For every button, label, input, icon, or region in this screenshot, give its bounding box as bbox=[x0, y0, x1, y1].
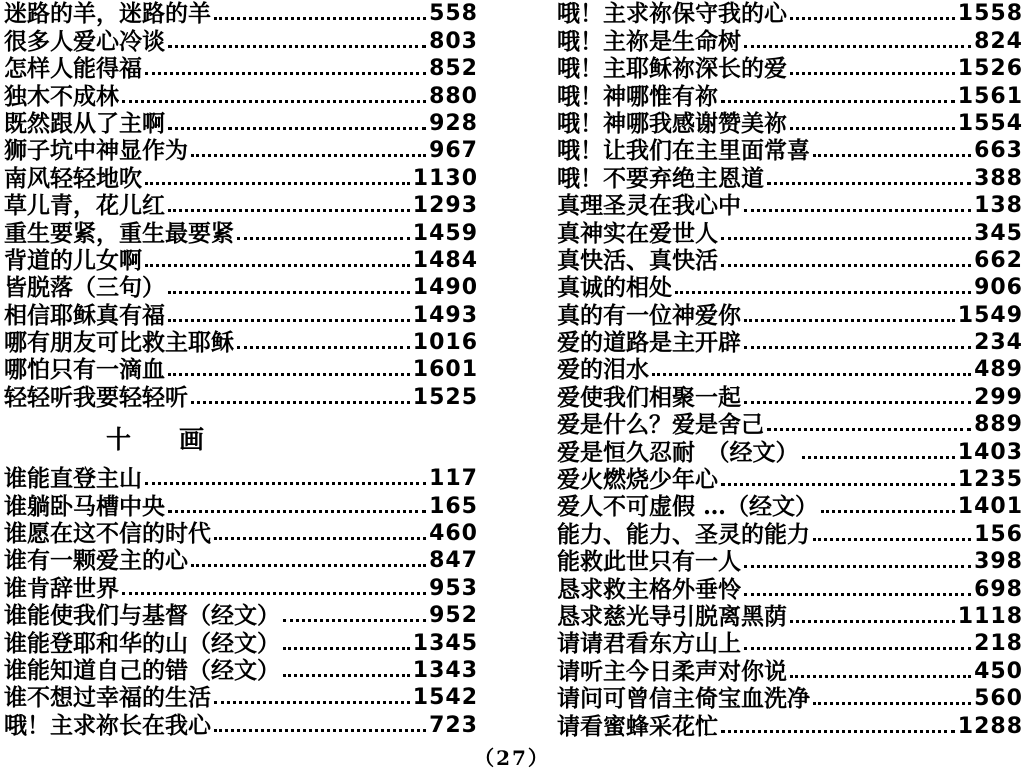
dot-leader bbox=[744, 345, 971, 349]
entry-page-number: 117 bbox=[429, 466, 478, 492]
entry-title: 谁有一颗爱主的心 bbox=[4, 547, 188, 575]
page-number-footer: （27） bbox=[474, 746, 550, 770]
entry-page-number: 156 bbox=[974, 521, 1023, 547]
left-group-1 bbox=[4, 0, 478, 411]
entry-title: 谁不想过幸福的生活 bbox=[4, 684, 211, 712]
index-entry bbox=[557, 575, 1023, 602]
index-entry bbox=[4, 383, 478, 410]
entry-title: 重生要紧，重生最要紧 bbox=[4, 219, 234, 247]
entry-title: 爱是什么？爱是舍己 bbox=[557, 411, 764, 439]
entry-page-number: 1293 bbox=[412, 193, 478, 219]
index-entry bbox=[4, 602, 478, 629]
index-entry bbox=[4, 192, 478, 219]
entry-title: 爱的道路是主开辟 bbox=[557, 329, 741, 357]
dot-leader bbox=[168, 372, 410, 376]
left-column bbox=[4, 0, 478, 739]
index-entry bbox=[557, 164, 1023, 191]
entry-title: 哦！神哪惟有祢 bbox=[557, 82, 718, 110]
dot-leader bbox=[744, 646, 971, 650]
index-entry bbox=[4, 574, 478, 601]
index-entry bbox=[4, 110, 478, 137]
index-entry bbox=[557, 301, 1023, 328]
dot-leader bbox=[283, 618, 426, 622]
entry-title: 爱使我们相聚一起 bbox=[557, 383, 741, 411]
index-entry bbox=[557, 685, 1023, 712]
dot-leader bbox=[675, 290, 971, 294]
entry-page-number: 1526 bbox=[957, 56, 1023, 82]
index-entry bbox=[4, 520, 478, 547]
dot-leader bbox=[237, 345, 410, 349]
index-entry bbox=[557, 438, 1023, 465]
entry-title: 轻轻听我要轻轻听 bbox=[4, 383, 188, 411]
right-column bbox=[557, 0, 1023, 740]
dot-leader bbox=[721, 482, 955, 486]
entry-title: 哦！不要弃绝主恩道 bbox=[557, 164, 764, 192]
entry-title: 谁能知道自己的错（经文） bbox=[4, 656, 280, 684]
entry-title: 草儿青，花儿红 bbox=[4, 192, 165, 220]
dot-leader bbox=[744, 208, 971, 212]
entry-page-number: 663 bbox=[974, 138, 1023, 164]
entry-page-number: 398 bbox=[974, 549, 1023, 575]
entry-page-number: 824 bbox=[974, 28, 1023, 54]
entry-title: 能救此世只有一人 bbox=[557, 548, 741, 576]
entry-page-number: 1493 bbox=[412, 302, 478, 328]
dot-leader bbox=[813, 153, 971, 157]
entry-title: 谁能使我们与基督（经文） bbox=[4, 602, 280, 630]
entry-page-number: 558 bbox=[429, 1, 478, 27]
entry-page-number: 906 bbox=[974, 275, 1023, 301]
dot-leader bbox=[283, 646, 410, 650]
index-entry bbox=[4, 274, 478, 301]
index-entry bbox=[4, 657, 478, 684]
entry-page-number: 1403 bbox=[957, 439, 1023, 465]
dot-leader bbox=[744, 592, 971, 596]
dot-leader bbox=[191, 400, 410, 404]
index-entry bbox=[4, 547, 478, 574]
entry-title: 哪有朋友可比救主耶稣 bbox=[4, 329, 234, 357]
entry-page-number: 1490 bbox=[412, 275, 478, 301]
entry-page-number: 1288 bbox=[957, 713, 1023, 739]
index-entry bbox=[557, 274, 1023, 301]
dot-leader bbox=[168, 509, 426, 513]
entry-title: 请请君看东方山上 bbox=[557, 630, 741, 658]
index-entry bbox=[557, 466, 1023, 493]
entry-page-number: 450 bbox=[974, 658, 1023, 684]
dot-leader bbox=[145, 481, 426, 485]
dot-leader bbox=[802, 455, 955, 459]
index-entry bbox=[557, 493, 1023, 520]
entry-page-number: 1343 bbox=[412, 657, 478, 683]
entry-page-number: 1601 bbox=[412, 357, 478, 383]
entry-page-number: 952 bbox=[429, 603, 478, 629]
entry-page-number: 1401 bbox=[957, 494, 1023, 520]
entry-page-number: 723 bbox=[429, 712, 478, 738]
dot-leader bbox=[790, 16, 955, 20]
entry-page-number: 165 bbox=[429, 493, 478, 519]
entry-title: 真的有一位神爱你 bbox=[557, 301, 741, 329]
entry-title: 哦！主求祢保守我的心 bbox=[557, 0, 787, 28]
index-entry bbox=[557, 219, 1023, 246]
entry-title: 爱火燃烧少年心 bbox=[557, 466, 718, 494]
dot-leader bbox=[214, 728, 426, 732]
entry-page-number: 1554 bbox=[957, 110, 1023, 136]
entry-page-number: 234 bbox=[974, 330, 1023, 356]
entry-title: 背道的儿女啊 bbox=[4, 246, 142, 274]
entry-page-number: 1130 bbox=[412, 165, 478, 191]
dot-leader bbox=[721, 263, 971, 267]
index-entry bbox=[4, 301, 478, 328]
index-entry bbox=[557, 411, 1023, 438]
entry-page-number: 1016 bbox=[412, 330, 478, 356]
entry-page-number: 928 bbox=[429, 110, 478, 136]
entry-title: 请问可曾信主倚宝血洗净 bbox=[557, 685, 810, 713]
entry-title: 请看蜜蜂采花忙 bbox=[557, 712, 718, 740]
entry-page-number: 218 bbox=[974, 631, 1023, 657]
entry-page-number: 953 bbox=[429, 575, 478, 601]
index-entry bbox=[557, 27, 1023, 54]
index-entry bbox=[4, 492, 478, 519]
index-entry bbox=[4, 55, 478, 82]
dot-leader bbox=[191, 563, 426, 567]
entry-title: 真快活、真快活 bbox=[557, 246, 718, 274]
entry-page-number: 880 bbox=[429, 83, 478, 109]
section-heading: 十画 bbox=[106, 424, 253, 454]
entry-title: 哦！让我们在主里面常喜 bbox=[557, 137, 810, 165]
entry-page-number: 138 bbox=[974, 193, 1023, 219]
entry-title: 哦！主求祢长在我心 bbox=[4, 711, 211, 739]
dot-leader bbox=[652, 372, 971, 376]
dot-leader bbox=[790, 71, 955, 75]
index-entry bbox=[557, 548, 1023, 575]
index-entry bbox=[557, 247, 1023, 274]
dot-leader bbox=[214, 16, 426, 20]
entry-page-number: 662 bbox=[974, 247, 1023, 273]
right-list bbox=[557, 0, 1023, 740]
entry-page-number: 560 bbox=[974, 686, 1023, 712]
entry-page-number: 1484 bbox=[412, 247, 478, 273]
dot-leader bbox=[145, 71, 426, 75]
entry-title: 哦！主耶稣祢深长的爱 bbox=[557, 55, 787, 83]
dot-leader bbox=[145, 181, 410, 185]
index-entry bbox=[557, 82, 1023, 109]
entry-page-number: 889 bbox=[974, 412, 1023, 438]
dot-leader bbox=[145, 263, 410, 267]
dot-leader bbox=[168, 44, 426, 48]
index-entry bbox=[4, 356, 478, 383]
entry-page-number: 1235 bbox=[957, 467, 1023, 493]
entry-title: 真理圣灵在我心中 bbox=[557, 192, 741, 220]
entry-page-number: 803 bbox=[429, 28, 478, 54]
dot-leader bbox=[790, 674, 971, 678]
index-entry bbox=[557, 603, 1023, 630]
index-entry bbox=[557, 329, 1023, 356]
entry-title: 爱的泪水 bbox=[557, 356, 649, 384]
dot-leader bbox=[790, 619, 955, 623]
entry-title: 怎样人能得福 bbox=[4, 55, 142, 83]
index-entry bbox=[4, 629, 478, 656]
index-entry bbox=[4, 465, 478, 492]
entry-title: 真神实在爱世人 bbox=[557, 219, 718, 247]
entry-page-number: 1459 bbox=[412, 220, 478, 246]
entry-title: 南风轻轻地吹 bbox=[4, 164, 142, 192]
entry-page-number: 1549 bbox=[957, 302, 1023, 328]
entry-page-number: 299 bbox=[974, 384, 1023, 410]
dot-leader bbox=[214, 700, 410, 704]
entry-page-number: 967 bbox=[429, 138, 478, 164]
entry-title: 谁能直登主山 bbox=[4, 465, 142, 493]
dot-leader bbox=[821, 509, 955, 513]
index-entry bbox=[557, 356, 1023, 383]
dot-leader bbox=[744, 400, 971, 404]
entry-title: 爱人不可虚假 …（经文） bbox=[557, 493, 819, 521]
index-entry bbox=[557, 630, 1023, 657]
entry-page-number: 460 bbox=[429, 521, 478, 547]
entry-title: 独木不成林 bbox=[4, 82, 119, 110]
entry-title: 谁愿在这不信的时代 bbox=[4, 520, 211, 548]
entry-page-number: 1345 bbox=[412, 630, 478, 656]
entry-page-number: 345 bbox=[974, 220, 1023, 246]
index-entry bbox=[557, 520, 1023, 547]
index-entry bbox=[4, 219, 478, 246]
entry-title: 恳求救主格外垂怜 bbox=[557, 575, 741, 603]
index-entry bbox=[4, 82, 478, 109]
entry-title: 谁肯辞世界 bbox=[4, 574, 119, 602]
entry-title: 恳求慈光导引脱离黑荫 bbox=[557, 602, 787, 630]
entry-page-number: 852 bbox=[429, 56, 478, 82]
entry-title: 狮子坑中神显作为 bbox=[4, 137, 188, 165]
dot-leader bbox=[744, 318, 955, 322]
dot-leader bbox=[237, 236, 410, 240]
index-entry bbox=[4, 329, 478, 356]
index-entry bbox=[557, 657, 1023, 684]
entry-title: 谁能登耶和华的山（经文） bbox=[4, 629, 280, 657]
entry-title: 爱是恒久忍耐 （经文） bbox=[557, 438, 799, 466]
entry-page-number: 388 bbox=[974, 165, 1023, 191]
entry-title: 相信耶稣真有福 bbox=[4, 301, 165, 329]
entry-title: 哦！主祢是生命树 bbox=[557, 27, 741, 55]
dot-leader bbox=[790, 126, 955, 130]
dot-leader bbox=[122, 591, 426, 595]
entry-page-number: 489 bbox=[974, 357, 1023, 383]
entry-title: 真诚的相处 bbox=[557, 274, 672, 302]
index-entry bbox=[557, 0, 1023, 27]
dot-leader bbox=[767, 181, 971, 185]
dot-leader bbox=[813, 701, 971, 705]
entry-title: 皆脱落（三句） bbox=[4, 274, 165, 302]
index-entry bbox=[4, 684, 478, 711]
dot-leader bbox=[122, 99, 426, 103]
index-entry bbox=[4, 711, 478, 738]
dot-leader bbox=[168, 318, 410, 322]
dot-leader bbox=[214, 536, 426, 540]
dot-leader bbox=[168, 126, 426, 130]
index-entry bbox=[557, 110, 1023, 137]
index-entry bbox=[557, 383, 1023, 410]
entry-page-number: 847 bbox=[429, 548, 478, 574]
index-entry bbox=[557, 55, 1023, 82]
index-entry bbox=[557, 137, 1023, 164]
entry-page-number: 1558 bbox=[957, 1, 1023, 27]
entry-title: 能力、能力、圣灵的能力 bbox=[557, 520, 810, 548]
index-entry bbox=[4, 164, 478, 191]
entry-title: 哦！神哪我感谢赞美祢 bbox=[557, 109, 787, 137]
entry-title: 很多人爱心冷谈 bbox=[4, 27, 165, 55]
dot-leader bbox=[721, 236, 971, 240]
entry-title: 哪怕只有一滴血 bbox=[4, 356, 165, 384]
dot-leader bbox=[767, 427, 971, 431]
index-entry bbox=[4, 27, 478, 54]
dot-leader bbox=[191, 153, 426, 157]
dot-leader bbox=[744, 564, 971, 568]
entry-page-number: 1118 bbox=[957, 603, 1023, 629]
index-entry bbox=[557, 192, 1023, 219]
dot-leader bbox=[721, 729, 955, 733]
index-entry bbox=[4, 0, 478, 27]
entry-title: 请听主今日柔声对你说 bbox=[557, 657, 787, 685]
dot-leader bbox=[283, 673, 410, 677]
entry-title: 既然跟从了主啊 bbox=[4, 109, 165, 137]
entry-page-number: 1542 bbox=[412, 685, 478, 711]
index-entry bbox=[4, 137, 478, 164]
dot-leader bbox=[744, 44, 971, 48]
dot-leader bbox=[168, 208, 410, 212]
entry-page-number: 698 bbox=[974, 576, 1023, 602]
entry-title: 谁躺卧马槽中央 bbox=[4, 492, 165, 520]
entry-title: 迷路的羊，迷路的羊 bbox=[4, 0, 211, 28]
index-entry bbox=[557, 712, 1023, 739]
dot-leader bbox=[721, 99, 955, 103]
entry-page-number: 1561 bbox=[957, 83, 1023, 109]
left-group-2 bbox=[4, 465, 478, 739]
dot-leader bbox=[813, 537, 971, 541]
index-entry bbox=[4, 247, 478, 274]
entry-page-number: 1525 bbox=[412, 384, 478, 410]
dot-leader bbox=[168, 290, 410, 294]
